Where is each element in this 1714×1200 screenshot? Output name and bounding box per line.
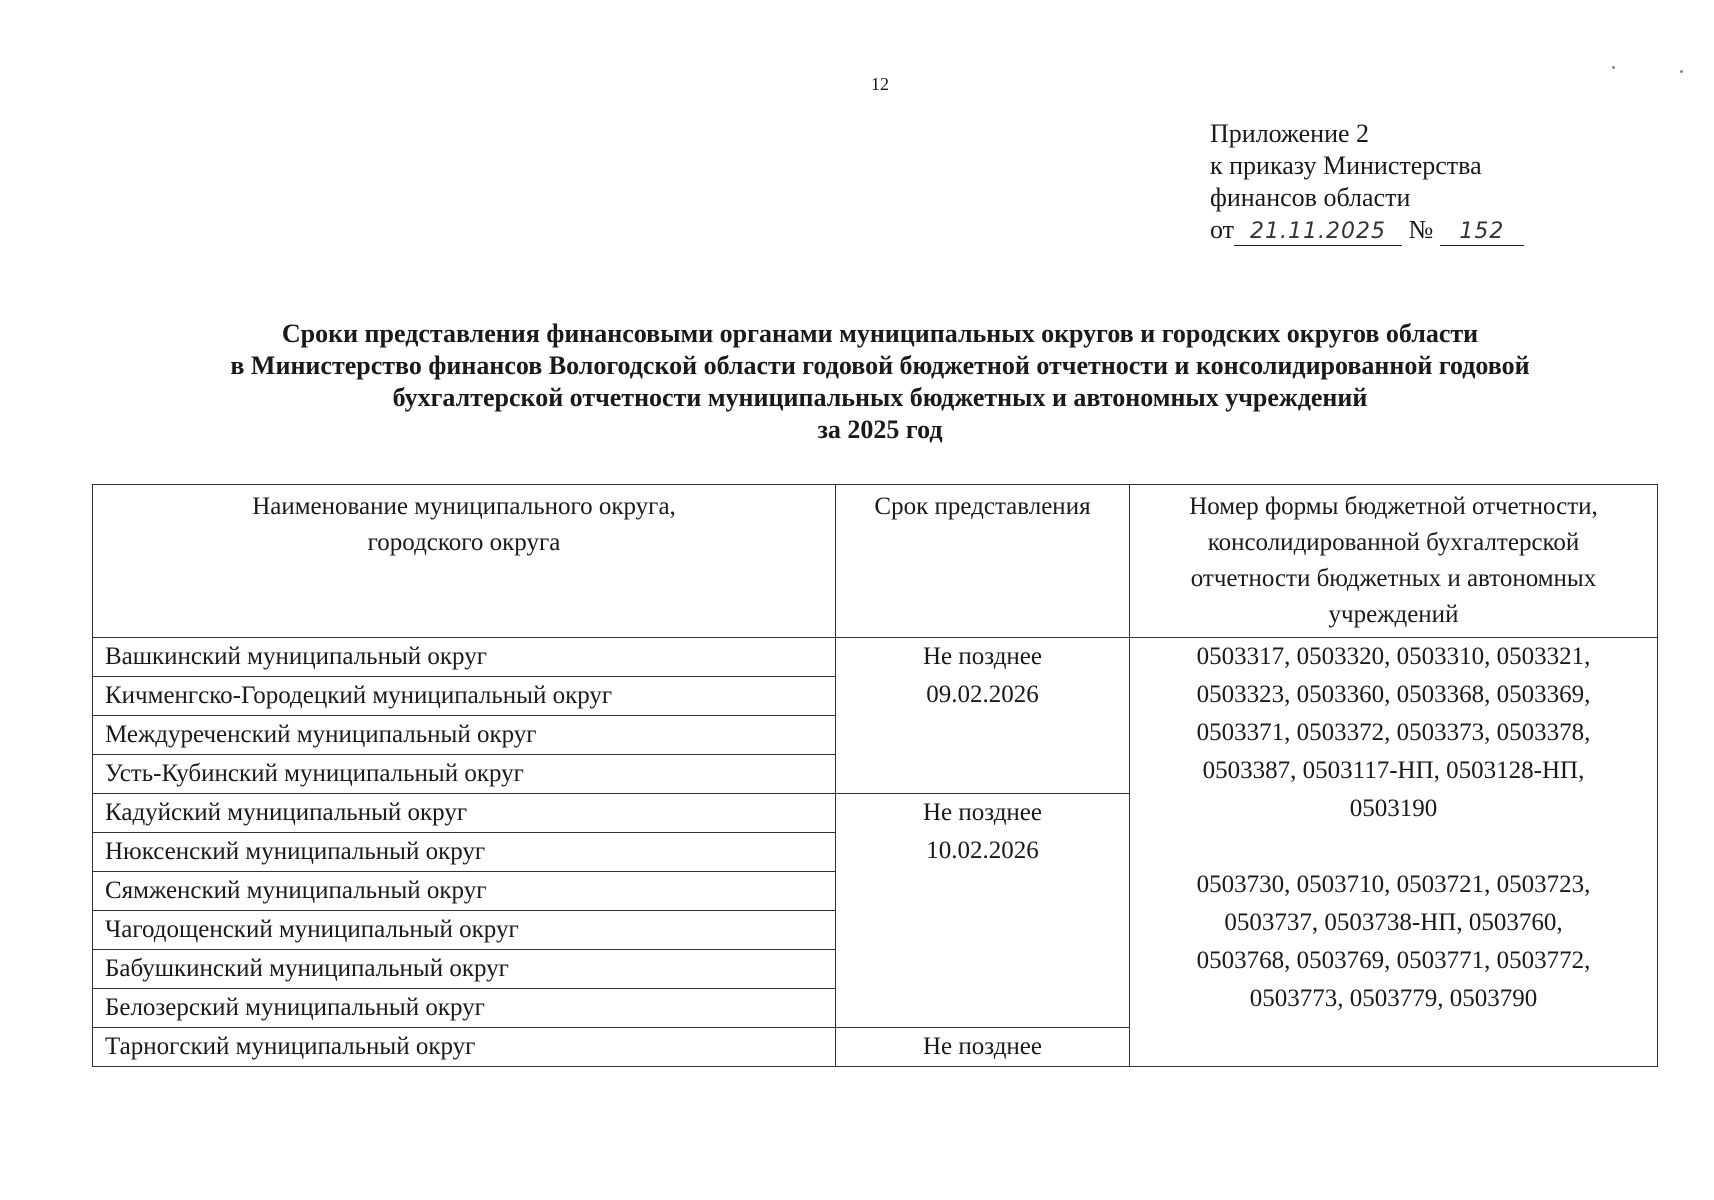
budget-forms-list — [1130, 638, 1657, 828]
district-name: Сямженский муниципальный округ — [93, 872, 836, 911]
header-forms-line-4: учреждений — [1328, 601, 1459, 628]
forms-line: 0503768, 0503769, 0503771, 0503772, — [1196, 947, 1591, 974]
district-name: Междуреченский муниципальный округ — [93, 716, 836, 755]
forms-line: 0503737, 0503738-НП, 0503760, — [1224, 909, 1563, 936]
district-name: Кичменгско-Городецкий муниципальный округ — [93, 677, 836, 716]
district-name: Нюксенский муниципальный округ — [93, 833, 836, 872]
appendix-line-2: к приказу Министерства — [1210, 151, 1482, 180]
deadlines-table — [92, 484, 1658, 1067]
district-name: Усть-Кубинский муниципальный округ — [93, 755, 836, 794]
deadline-label: Не позднее — [923, 1033, 1042, 1060]
header-forms — [1130, 485, 1658, 638]
header-name-line-2: городского округа — [367, 529, 561, 556]
appendix-line-3: финансов области — [1210, 183, 1411, 212]
district-name: Бабушкинский муниципальный округ — [93, 950, 836, 989]
header-forms-line-2: консолидированной бухгалтерской — [1207, 529, 1580, 556]
appendix-line-1: Приложение 2 — [1210, 119, 1370, 148]
title-line-4: за 2025 год — [817, 415, 943, 444]
deadline-cell — [836, 794, 1130, 1028]
forms-line: 0503190 — [1349, 795, 1438, 822]
deadline-date: 10.02.2026 — [926, 837, 1039, 864]
header-name — [93, 485, 836, 638]
forms-line: 0503317, 0503320, 0503310, 0503321, — [1196, 643, 1591, 670]
title-line-2: в Министерство финансов Вологодской области годовой бюджетной отчетности и консолидированной годовой — [230, 351, 1530, 380]
district-name: Тарногский муниципальный округ — [93, 1028, 836, 1067]
table-row — [93, 638, 1658, 677]
header-date — [836, 485, 1130, 638]
title-line-3: бухгалтерской отчетности муниципальных бюджетных и автономных учреждений — [392, 383, 1368, 412]
forms-spacer — [1130, 828, 1657, 866]
district-name: Белозерский муниципальный округ — [93, 989, 836, 1028]
institution-forms-list — [1130, 866, 1657, 1018]
forms-line: 0503323, 0503360, 0503368, 0503369, — [1196, 681, 1591, 708]
date-prefix: от — [1210, 215, 1235, 244]
deadline-cell — [836, 638, 1130, 794]
header-name-line-1: Наименование муниципального округа, — [252, 493, 676, 520]
appendix-block — [1210, 118, 1524, 246]
header-forms-line-1: Номер формы бюджетной отчетности, — [1189, 493, 1598, 520]
forms-cell — [1130, 638, 1658, 1067]
header-date-label: Срок представления — [874, 493, 1091, 520]
scan-speck — [1612, 66, 1615, 69]
forms-line: 0503387, 0503117-НП, 0503128-НП, — [1202, 757, 1585, 784]
district-name: Вашкинский муниципальный округ — [93, 638, 836, 677]
number-prefix: № — [1408, 215, 1434, 244]
forms-line: 0503371, 0503372, 0503373, 0503378, — [1196, 719, 1591, 746]
district-name: Чагодощенский муниципальный округ — [93, 911, 836, 950]
forms-line: 0503773, 0503779, 0503790 — [1249, 985, 1538, 1012]
appendix-date-line — [1210, 214, 1524, 246]
header-forms-line-3: отчетности бюджетных и автономных — [1190, 565, 1597, 592]
scan-speck — [1680, 70, 1683, 73]
forms-line: 0503730, 0503710, 0503721, 0503723, — [1196, 871, 1591, 898]
order-date: 21.11.2025 — [1234, 219, 1402, 246]
page-number: 12 — [871, 74, 889, 94]
title-line-1: Сроки представления финансовыми органами муниципальных округов и городских округов области — [281, 319, 1479, 348]
deadline-date: 09.02.2026 — [926, 681, 1039, 708]
deadline-label: Не позднее — [923, 643, 1042, 670]
deadline-cell — [836, 1028, 1130, 1067]
district-name: Кадуйский муниципальный округ — [93, 794, 836, 833]
order-number: 152 — [1440, 219, 1524, 246]
table-header-row — [93, 485, 1658, 638]
document-title — [60, 318, 1700, 446]
deadline-label: Не позднее — [923, 799, 1042, 826]
